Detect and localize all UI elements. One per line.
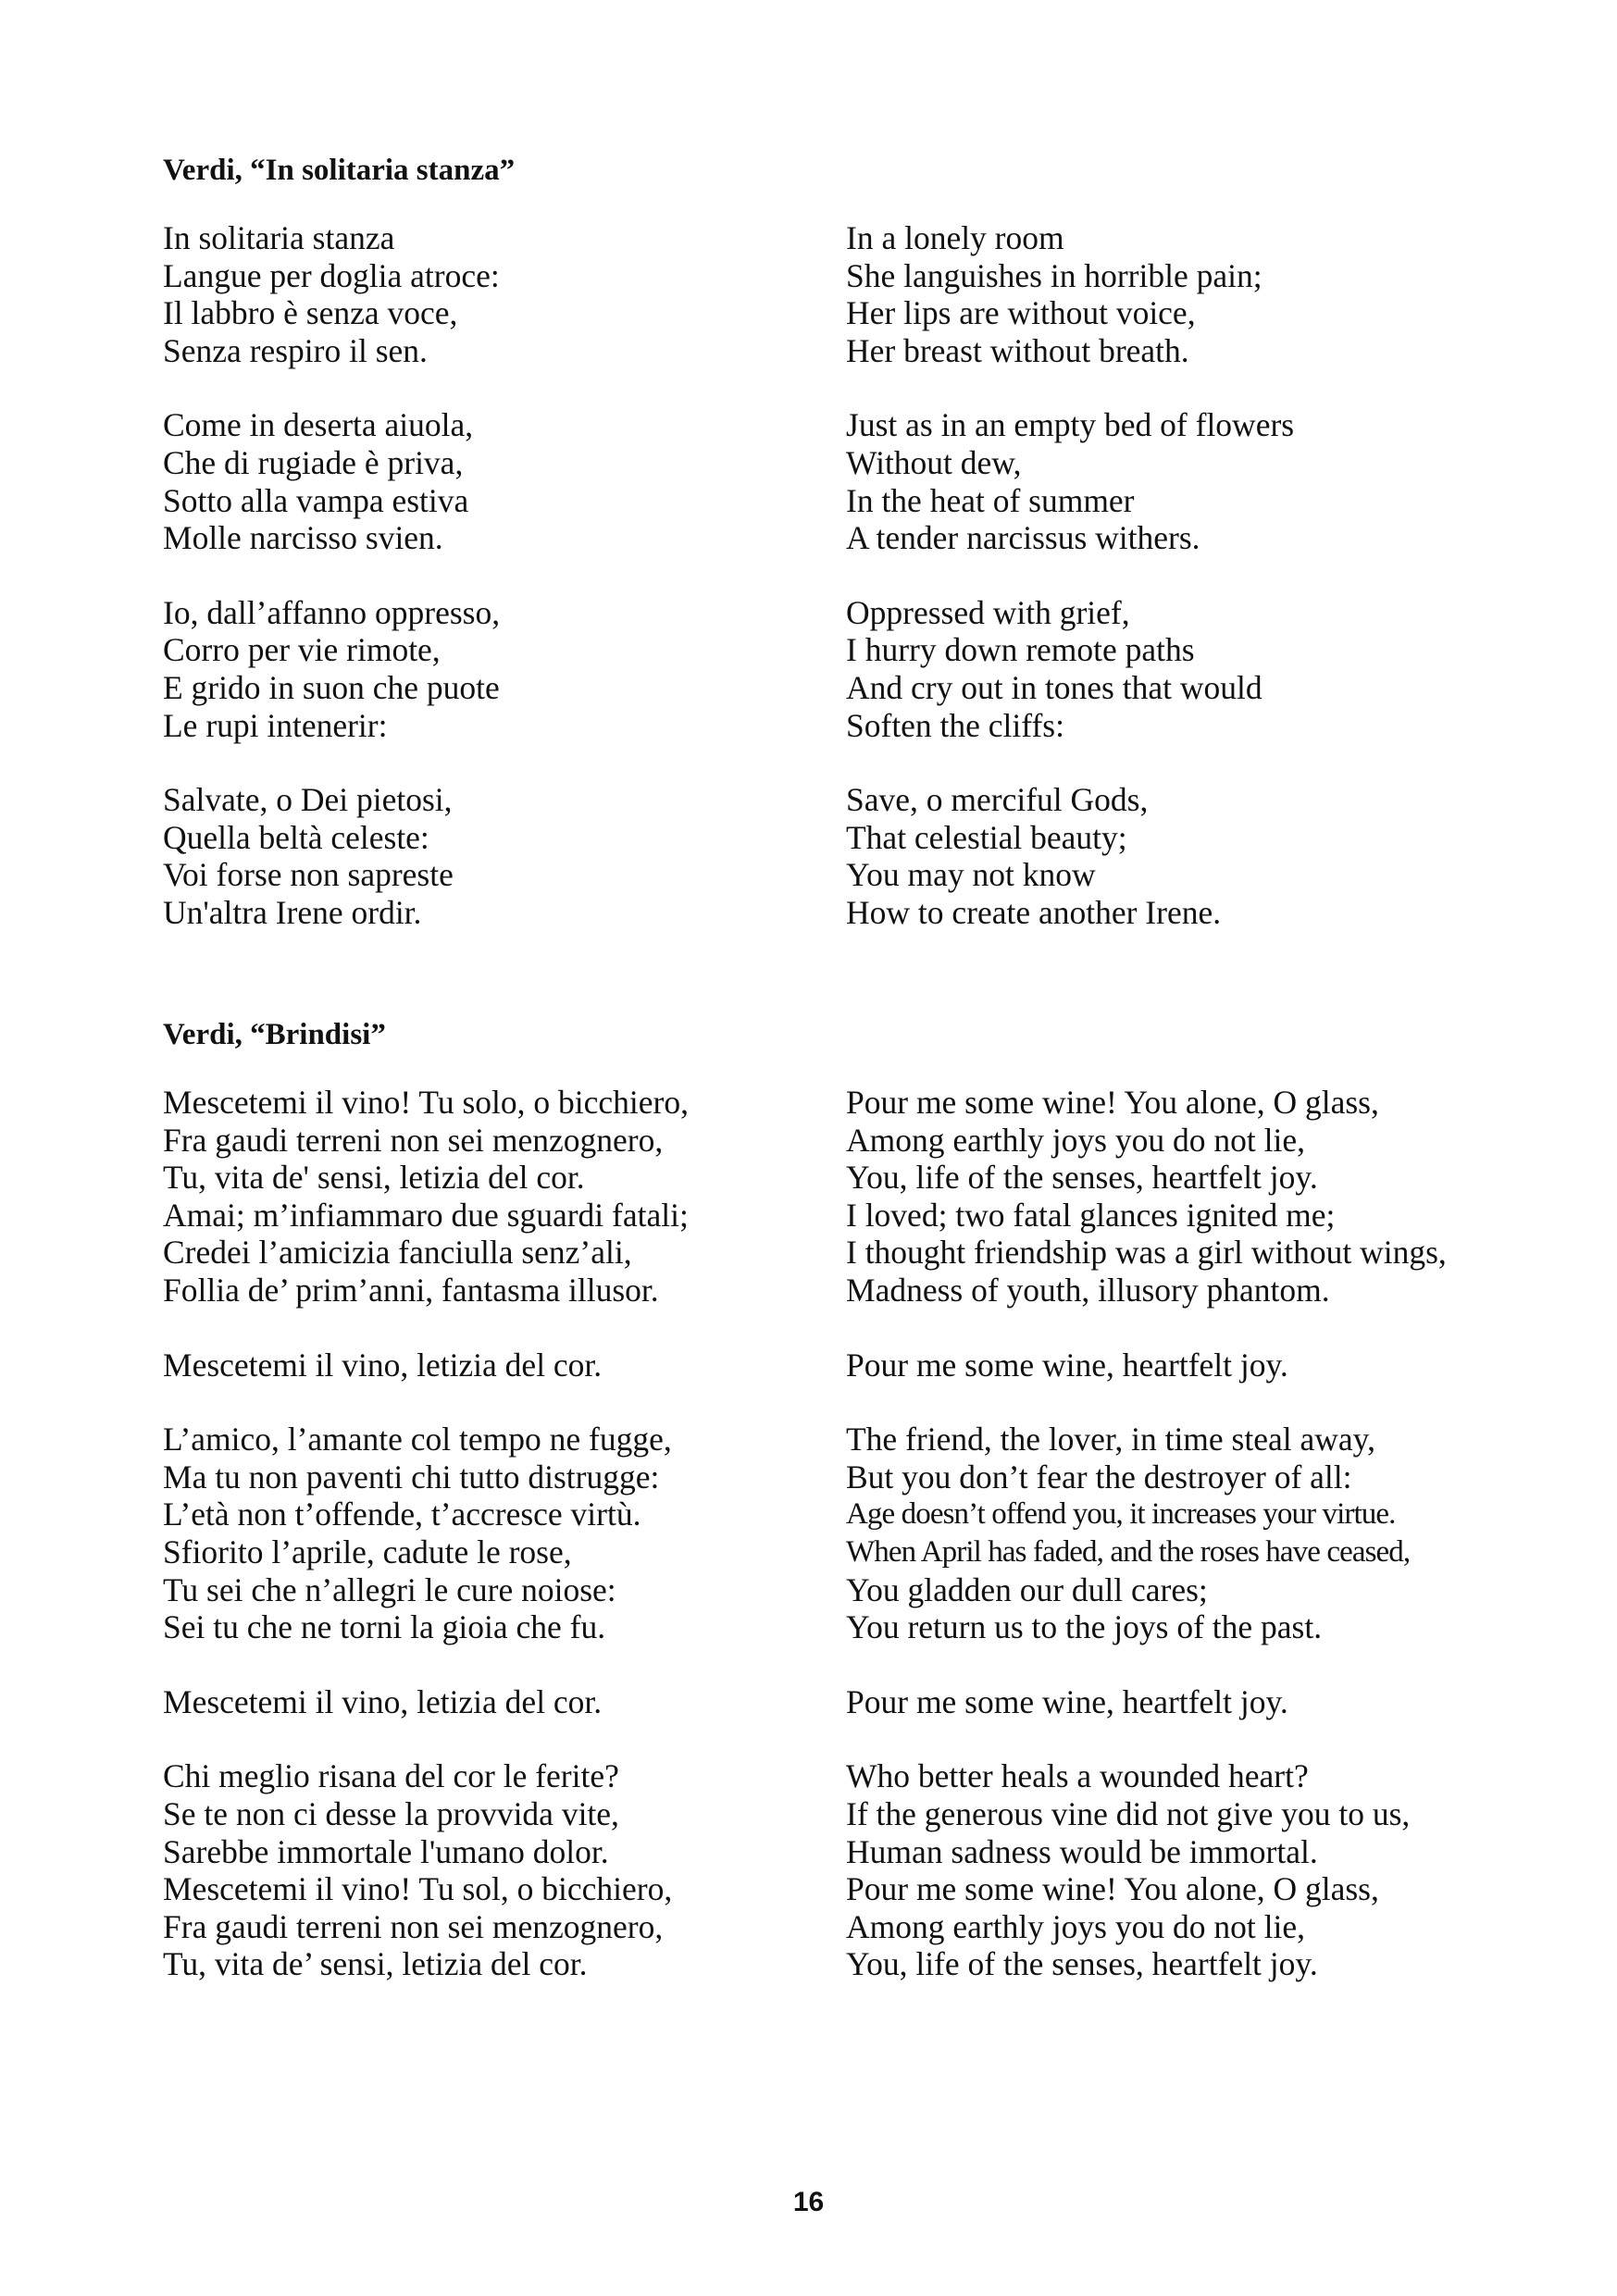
italian-line: Corro per vie rimote,	[163, 631, 441, 669]
english-line: Pour me some wine! You alone, O glass,	[846, 1084, 1379, 1121]
italian-line: Amai; m’infiammaro due sguardi fatali;	[163, 1196, 689, 1234]
song-title: Verdi, “Brindisi”	[163, 1018, 386, 1051]
italian-stanza	[163, 1084, 846, 1309]
english-line: If the generous vine did not give you to us,	[846, 1794, 1411, 1832]
italian-line: E grido in suon che puote	[163, 668, 500, 706]
stanza-list	[163, 219, 1514, 932]
italian-line: Langue per doglia atroce:	[163, 256, 500, 294]
italian-line: Sfiorito l’aprile, cadute le rose,	[163, 1533, 572, 1570]
english-line: Human sadness would be immortal.	[846, 1832, 1318, 1870]
english-line: And cry out in tones that would	[846, 668, 1263, 706]
italian-line: Fra gaudi terreni non sei menzognero,	[163, 1121, 664, 1159]
italian-stanza	[163, 1683, 846, 1721]
english-line: Her lips are without voice,	[846, 294, 1196, 332]
stanza-row	[163, 219, 1514, 369]
italian-stanza	[163, 1757, 846, 1983]
italian-line: Sotto alla vampa estiva	[163, 481, 469, 519]
italian-line: Voi forse non sapreste	[163, 856, 454, 894]
english-line: Age doesn’t offend you, it increases your virtue.	[846, 1497, 1396, 1532]
stanza-row	[163, 594, 1514, 744]
english-line: Oppressed with grief,	[846, 593, 1130, 631]
italian-line: Sei tu che ne torni la gioia che fu.	[163, 1608, 606, 1646]
stanza-row	[163, 1683, 1514, 1721]
english-line: Her breast without breath.	[846, 331, 1189, 369]
stanza-row	[163, 1421, 1514, 1646]
italian-line: Mescetemi il vino! Tu sol, o bicchiero,	[163, 1870, 673, 1908]
italian-stanza	[163, 781, 846, 931]
english-line: She languishes in horrible pain;	[846, 256, 1263, 294]
italian-stanza	[163, 406, 846, 556]
italian-line: Quella beltà celeste:	[163, 818, 429, 856]
italian-line: Tu, vita de' sensi, letizia del cor.	[163, 1159, 585, 1197]
english-line: Soften the cliffs:	[846, 706, 1064, 744]
italian-line: Tu, vita de’ sensi, letizia del cor.	[163, 1945, 588, 1983]
italian-line: Tu sei che n’allegri le cure noiose:	[163, 1570, 616, 1608]
english-line: I loved; two fatal glances ignited me;	[846, 1196, 1336, 1234]
stanza-row	[163, 1757, 1514, 1983]
english-line: Who better heals a wounded heart?	[846, 1757, 1309, 1795]
italian-stanza	[163, 219, 846, 369]
english-translation-stanza	[846, 781, 1514, 931]
italian-line: Follia de’ prim’anni, fantasma illusor.	[163, 1271, 659, 1309]
stanza-row	[163, 1347, 1514, 1384]
italian-line: L’età non t’offende, t’accresce virtù.	[163, 1496, 641, 1533]
italian-line: Come in deserta aiuola,	[163, 406, 474, 444]
song-title: Verdi, “In solitaria stanza”	[163, 154, 516, 187]
italian-stanza	[163, 1421, 846, 1646]
english-line: I hurry down remote paths	[846, 631, 1195, 669]
italian-stanza	[163, 594, 846, 744]
english-translation-stanza	[846, 594, 1514, 744]
english-line: Madness of youth, illusory phantom.	[846, 1271, 1330, 1309]
italian-line: Un'altra Irene ordir.	[163, 893, 422, 931]
english-line: Without dew,	[846, 443, 1022, 481]
english-line: How to create another Irene.	[846, 893, 1222, 931]
english-line: Pour me some wine! You alone, O glass,	[846, 1870, 1379, 1908]
english-line: Save, o merciful Gods,	[846, 781, 1149, 819]
stanza-row	[163, 781, 1514, 931]
english-line: You may not know	[846, 856, 1096, 894]
page-number: 16	[792, 2187, 825, 2217]
italian-line: Mescetemi il vino, letizia del cor.	[163, 1346, 603, 1384]
english-line: In a lonely room	[846, 219, 1064, 256]
italian-line: Sarebbe immortale l'umano dolor.	[163, 1832, 609, 1870]
english-line: That celestial beauty;	[846, 818, 1127, 856]
song-brindisi	[163, 1016, 1514, 1983]
italian-line: Senza respiro il sen.	[163, 331, 428, 369]
english-line: I thought friendship was a girl without wings,	[846, 1234, 1447, 1272]
english-line: Pour me some wine, heartfelt joy.	[846, 1346, 1288, 1384]
stanza-row	[163, 406, 1514, 556]
italian-line: Chi meglio risana del cor le ferite?	[163, 1757, 619, 1795]
italian-line: Credei l’amicizia fanciulla senz’ali,	[163, 1234, 632, 1272]
italian-line: Ma tu non paventi chi tutto distrugge:	[163, 1458, 660, 1496]
english-translation-stanza	[846, 1084, 1514, 1309]
song-in-solitaria-stanza	[163, 152, 1514, 932]
italian-line: Mescetemi il vino, letizia del cor.	[163, 1682, 603, 1720]
italian-line: Fra gaudi terreni non sei menzognero,	[163, 1907, 664, 1945]
english-line: But you don’t fear the destroyer of all:	[846, 1458, 1352, 1496]
english-line: Just as in an empty bed of flowers	[846, 406, 1295, 444]
stanza-row	[163, 1084, 1514, 1309]
italian-line: Molle narcisso svien.	[163, 519, 443, 557]
english-line: A tender narcissus withers.	[846, 519, 1200, 557]
english-line: You gladden our dull cares;	[846, 1570, 1208, 1608]
english-translation-stanza	[846, 1421, 1514, 1646]
english-line: Pour me some wine, heartfelt joy.	[846, 1682, 1288, 1720]
english-line: You, life of the senses, heartfelt joy.	[846, 1945, 1318, 1983]
italian-line: Mescetemi il vino! Tu solo, o bicchiero,	[163, 1084, 689, 1121]
english-translation-stanza	[846, 1683, 1514, 1721]
english-translation-stanza	[846, 219, 1514, 369]
italian-line: Se te non ci desse la provvida vite,	[163, 1794, 619, 1832]
italian-line: Il labbro è senza voce,	[163, 294, 458, 332]
italian-line: In solitaria stanza	[163, 219, 395, 256]
italian-line: L’amico, l’amante col tempo ne fugge,	[163, 1421, 672, 1458]
english-line: When April has faded, and the roses have ceased,	[846, 1534, 1411, 1569]
italian-line: Io, dall’affanno oppresso,	[163, 593, 501, 631]
english-translation-stanza	[846, 406, 1514, 556]
italian-line: Salvate, o Dei pietosi,	[163, 781, 453, 819]
english-line: You return us to the joys of the past.	[846, 1608, 1323, 1646]
english-line: You, life of the senses, heartfelt joy.	[846, 1159, 1318, 1197]
english-line: Among earthly joys you do not lie,	[846, 1121, 1305, 1159]
english-line: Among earthly joys you do not lie,	[846, 1907, 1305, 1945]
stanza-list	[163, 1084, 1514, 1983]
english-translation-stanza	[846, 1347, 1514, 1384]
english-line: The friend, the lover, in time steal away,	[846, 1421, 1375, 1458]
english-line: In the heat of summer	[846, 481, 1135, 519]
italian-stanza	[163, 1347, 846, 1384]
italian-line: Le rupi intenerir:	[163, 706, 388, 744]
italian-line: Che di rugiade è priva,	[163, 443, 464, 481]
english-translation-stanza	[846, 1757, 1514, 1983]
